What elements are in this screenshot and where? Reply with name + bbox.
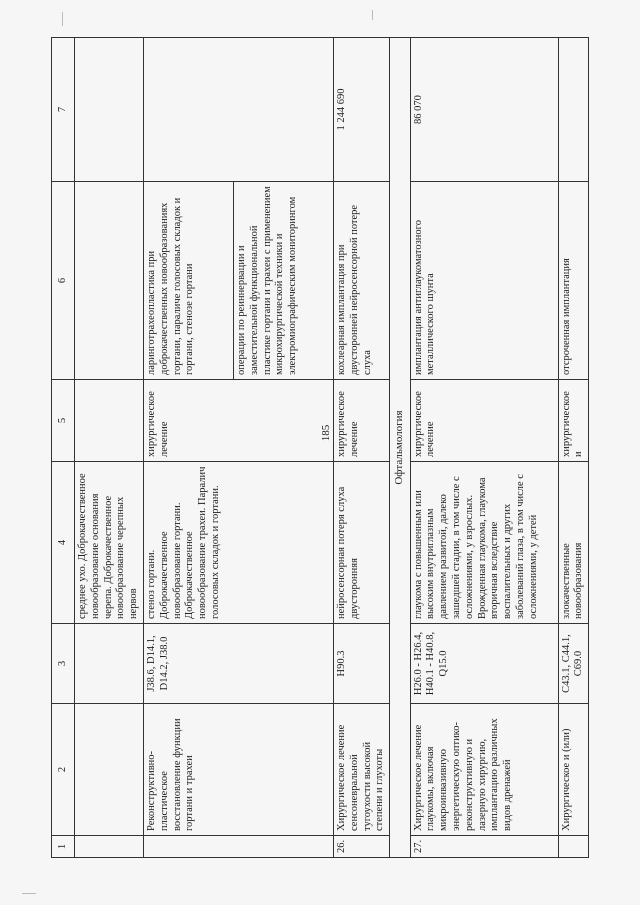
- scan-artifact: [22, 893, 36, 894]
- treatment-type-cell: хирургическое лечение: [143, 380, 333, 462]
- header-col-6: 6: [52, 182, 75, 380]
- treatment-type-cell: хирургическое лечение: [333, 380, 389, 462]
- medical-services-table: [51, 37, 589, 858]
- method-cell: имплантация антиглаукоматозного металлического шунта: [410, 182, 558, 380]
- header-col-7: 7: [52, 38, 75, 182]
- icd-codes-cell: H90.3: [333, 624, 389, 704]
- row-number: 26.: [333, 836, 389, 858]
- method-cell: ларинготрахеопластика при доброкачественных новообразованиях гортани, параличе голосовых складок и гортани, стенозе гортани: [143, 182, 233, 380]
- icd-codes-cell: C43.1, C44.1, C69.0: [558, 624, 589, 704]
- table-row: [410, 38, 558, 858]
- method-cell: операции по реиннервации и заместительной функциональной пластике гортани и трахеи с применением микрохирургической техники и электромиографическим мониторингом: [233, 182, 333, 380]
- table-row: [143, 38, 233, 858]
- method-cell: отсроченная имплантация: [558, 182, 589, 380]
- service-name-cell: Хирургическое и (или): [558, 704, 589, 836]
- section-title: Офтальмология: [390, 38, 410, 858]
- header-col-3: 3: [52, 624, 75, 704]
- table-row: [558, 38, 589, 858]
- table-row: [333, 38, 389, 858]
- cost-cell: 1 244 690: [333, 38, 389, 182]
- header-col-5: 5: [52, 380, 75, 462]
- scan-artifact: [62, 12, 63, 26]
- header-col-2: 2: [52, 704, 75, 836]
- diagnosis-cell: стеноз гортани. Доброкачественное новообразование гортани. Доброкачественное новообразование трахеи. Паралич голосовых складок и гортани.: [143, 462, 333, 624]
- scan-artifact: [372, 10, 373, 20]
- table-row: [75, 38, 144, 858]
- cost-cell: 86 070: [410, 38, 558, 182]
- icd-codes-cell: H26.0 - H26.4, H40.1 - H40.8, Q15.0: [410, 624, 558, 704]
- service-name-cell: Хирургическое лечение глаукомы, включая микроинвазивную энергетическую оптико-реконструктивную и лазерную хирургию, имплантацию различных видов дренажей: [410, 704, 558, 836]
- page-number: 185: [320, 424, 332, 442]
- diagnosis-cell: среднее ухо. Доброкачественное новообразование основания черепа. Доброкачественное новообразование черепных нервов: [75, 462, 144, 624]
- header-col-4: 4: [52, 462, 75, 624]
- rotated-table-container: [51, 38, 591, 858]
- treatment-type-cell: хирургическое лечение: [410, 380, 558, 462]
- method-cell: кохлеарная имплантация при двусторонней нейросенсорной потере слуха: [333, 182, 389, 380]
- diagnosis-cell: глаукома с повышенным или высоким внутриглазным давлением развитой, далеко зашедшей стадии, в том числе с осложнениями, у взрослых. Врожденная глаукома, глаукома вторичная вследствие воспалительных и других заболеваний глаза, в том числе с осложнениями, у детей: [410, 462, 558, 624]
- header-col-1: 1: [52, 836, 75, 858]
- row-number: 27.: [410, 836, 558, 858]
- section-row: [390, 38, 410, 858]
- icd-codes-cell: J38.6, D14.1, D14.2, J38.0: [143, 624, 333, 704]
- treatment-type-cell: хирургическое и: [558, 380, 589, 462]
- diagnosis-cell: нейросенсорная потеря слуха двусторонняя: [333, 462, 389, 624]
- header-row: [52, 38, 75, 858]
- service-name-cell: Реконструктивно-пластическое восстановление функции гортани и трахеи: [143, 704, 333, 836]
- diagnosis-cell: злокачественные новообразования: [558, 462, 589, 624]
- service-name-cell: Хирургическое лечение сенсоневральной тугоухости высокой степени и глухоты: [333, 704, 389, 836]
